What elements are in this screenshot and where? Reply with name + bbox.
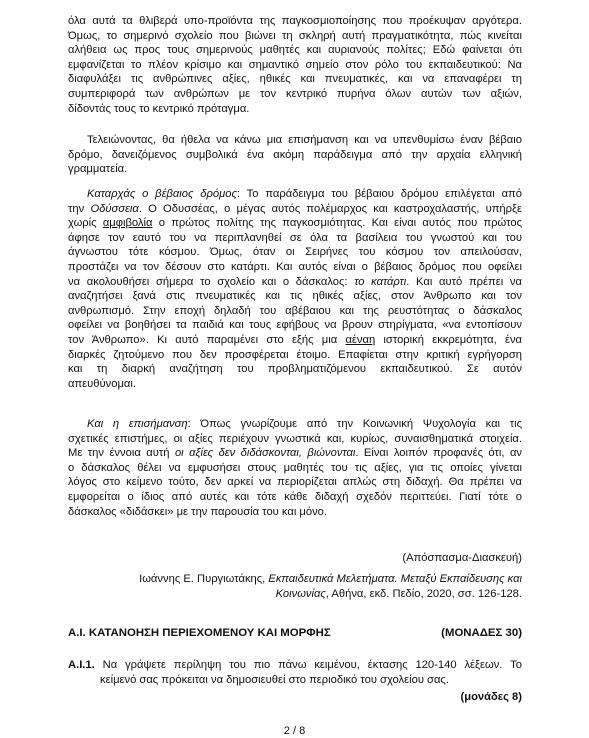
text-line: κείμενό σας πρόκειται να δημοσιευθεί στο περιοδικό του σχολείου σας. — [100, 673, 449, 686]
text-span: : Το παράδειγμα του βέβαιου δρόμου επιλέγεται από — [236, 188, 522, 200]
text-span: χωρίς — [68, 217, 103, 230]
text-span: Ιωάννης Ε. Πυργιωτάκης, — [139, 573, 269, 585]
text-span: . Είναι λοιπόν προφανές ότι, αν — [355, 447, 523, 460]
text-line — [68, 216, 522, 231]
question-number: Α.Ι.1. — [68, 659, 95, 671]
italic-phrase: Καταρχάς ο βέβαιος δρόμος — [87, 188, 237, 200]
text-line: ανθρωπισμό. Στην εποχή δηλαδή του αβέβαιου και της ρευστότητας ο δάσκαλος — [68, 304, 522, 317]
text-line — [68, 275, 522, 290]
text-line: αναζητήσει ξανά στις πνευματικές και τις ηθικές αξίες, στον Άνθρωπο και τον — [68, 290, 522, 303]
text-span: ιστορική εκκρεμότητα, ένα — [375, 333, 523, 346]
paragraph-1 — [68, 14, 522, 116]
text-line: δίδοντάς τους το κεντρικό πρόταγμα. — [68, 102, 250, 115]
text-span: . Και αυτό πρέπει να — [406, 275, 522, 288]
text-line: διαφυλάξει τις ανθρώπινες αξίες, ηθικές και πνευματικές, και να επαναφέρει τη — [68, 73, 522, 86]
text-line: Όμως, το σημερινό σχολείο που βιώνει τη σκληρή αυτή πραγματικότητα, πώς κινείται — [68, 29, 522, 42]
text-line — [68, 333, 522, 348]
source-citation-line-2 — [276, 587, 522, 602]
italic-title: Εκπαιδευτικά Μελετήματα. Μεταξύ Εκπαίδευσης και — [268, 573, 522, 585]
text-span: , Αθήνα, εκδ. Πεδίο, 2020, σσ. 126-128. — [325, 588, 522, 600]
text-line: Τελειώνοντας, θα ήθελα να κάνω μια επισήμανση και να υπενθυμίσω έναν βέβαιο — [87, 134, 522, 146]
italic-phrase: Οδύσσεια — [90, 202, 139, 215]
text-line: εμφορείται ο ίδιος από αυτές και τότε κάθε διδαχή σχεδόν περιττεύει. Γιατί τότε ο — [68, 490, 522, 503]
text-span: ο πρώτος πολίτης της παγκοσμιότητας. Και είναι αυτός που πρώτος — [152, 217, 522, 230]
text-line: όλα αυτά τα θλιβερά υπο-προϊόντα της παγκοσμιοποίησης που προέκυψαν αργότερα. — [68, 15, 522, 27]
text-line: διαρκές ζητούμενο που δεν προσφέρεται έτοιμο. Επαφίεται στην κριτική εγρήγορση — [68, 348, 522, 361]
text-line: απευθύνομαι. — [68, 377, 136, 390]
text-line: συμπεριφορά των ανθρώπων με τον κεντρικό πυρήνα όλων αυτών των αξιών, — [68, 87, 522, 100]
page-number: 2 / 8 — [283, 725, 306, 737]
text-line: σχετικές επιστήμες, οι αξίες περιέχουν γνωστικά και, κυρίως, συναισθηματικά στοιχεία. — [68, 432, 522, 445]
text-line: και τη διαρκή αναζήτηση του προβληματιζόμενου εκπαιδευτικού. Σε αυτόν — [68, 363, 522, 376]
italic-phrase: Και η επισήμανση — [87, 418, 188, 430]
italic-phrase: οι αξίες δεν διδάσκονται, βιώνονται — [174, 447, 356, 460]
italic-title: Κοινωνίας — [275, 588, 326, 600]
underlined-word: αμφιβολία — [102, 217, 153, 230]
question-ai1 — [68, 658, 522, 687]
source-note: (Απόσπασμα-Διασκευή) — [402, 552, 522, 564]
text-span: : Όπως γνωρίζουμε από την Κοινωνική Ψυχολογία και τις — [187, 418, 522, 430]
text-span: Με την έννοια αυτή — [68, 447, 175, 460]
text-line: δάσκαλος «διδάσκει» με την παρουσία του και μόνο. — [68, 505, 328, 518]
paragraph-3 — [68, 187, 522, 391]
paragraph-2 — [68, 133, 522, 177]
text-line: αλήθεια ως προς τους σημερινούς μαθητές και αυριανούς πολίτες; Εδώ φαίνεται ότι — [68, 44, 522, 57]
source-citation-line-1 — [139, 572, 522, 587]
text-span: την — [68, 202, 91, 215]
section-points: (ΜΟΝΑΔΕΣ 30) — [441, 627, 522, 639]
text-line: δρόμο, δανειζόμενος συμβολικά ένα ακόμη παράδειγμα από την αρχαία ελληνική — [68, 148, 522, 161]
question-points: (μονάδες 8) — [460, 691, 522, 703]
text-line — [68, 658, 522, 673]
text-line: ο δάσκαλος θέλει να εμφυσήσει στους μαθητές του τις αξίες, για τις οποίες γίνεται — [68, 461, 522, 474]
text-line: άφησε τον εαυτό του να περιπλανηθεί σε όλα τα βασίλεια του γνωστού και του — [68, 231, 522, 244]
italic-phrase: το κατάρτι — [354, 275, 407, 288]
text-line: άγνωστου τότε κόσμου. Όμως, όταν οι Σειρήνες του κόσμου τον απειλούσαν, — [68, 246, 522, 259]
text-line: οφείλει να βοηθήσει τα παιδιά και τους εφήβους να βρουν στηρίγματα, «να εντοπίσουν — [68, 319, 522, 332]
text-line: εμφανίζεται το πλέον κρίσιμο και σημαντικό σημείο στον ρόλο του εκπαιδευτικού: Να — [68, 58, 522, 71]
text-line: γραμματεία. — [68, 163, 128, 176]
text-line — [68, 187, 522, 202]
text-span: Να γράψετε περίληψη του πιο πάνω κειμένου, έκτασης 120-140 λέξεων. Το — [94, 659, 522, 671]
text-span: να ακολουθήσει σήμερα το σχολείο και ο δάσκαλος: — [68, 275, 355, 288]
text-line: προστάζει να τον δέσουν στο κατάρτι. Και αυτός είναι ο βέβαιος δρόμος που οφείλει — [68, 260, 522, 273]
text-span: τον Άνθρωπο». Κι αυτό παραμένει στο εξής μια — [68, 333, 346, 346]
section-heading — [68, 627, 522, 639]
text-line — [68, 202, 522, 217]
section-title: Α.Ι. ΚΑΤΑΝΟΗΣΗ ΠΕΡΙΕΧΟΜΕΝΟΥ ΚΑΙ ΜΟΡΦΗΣ — [68, 627, 331, 639]
underlined-word: αέναη — [345, 333, 376, 346]
paragraph-4 — [68, 417, 522, 519]
text-line — [68, 446, 522, 461]
text-line — [68, 417, 522, 432]
text-line: λόγος στο κείμενο τούτο, δεν αρκεί να περιορίζεται απλώς στη διδαχή. Θα πρέπει να — [68, 476, 522, 489]
text-span: . Ο Οδυσσέας, ο μέγας αυτός πολέμαρχος και καστροχαλαστής, υπήρξε — [138, 202, 523, 215]
